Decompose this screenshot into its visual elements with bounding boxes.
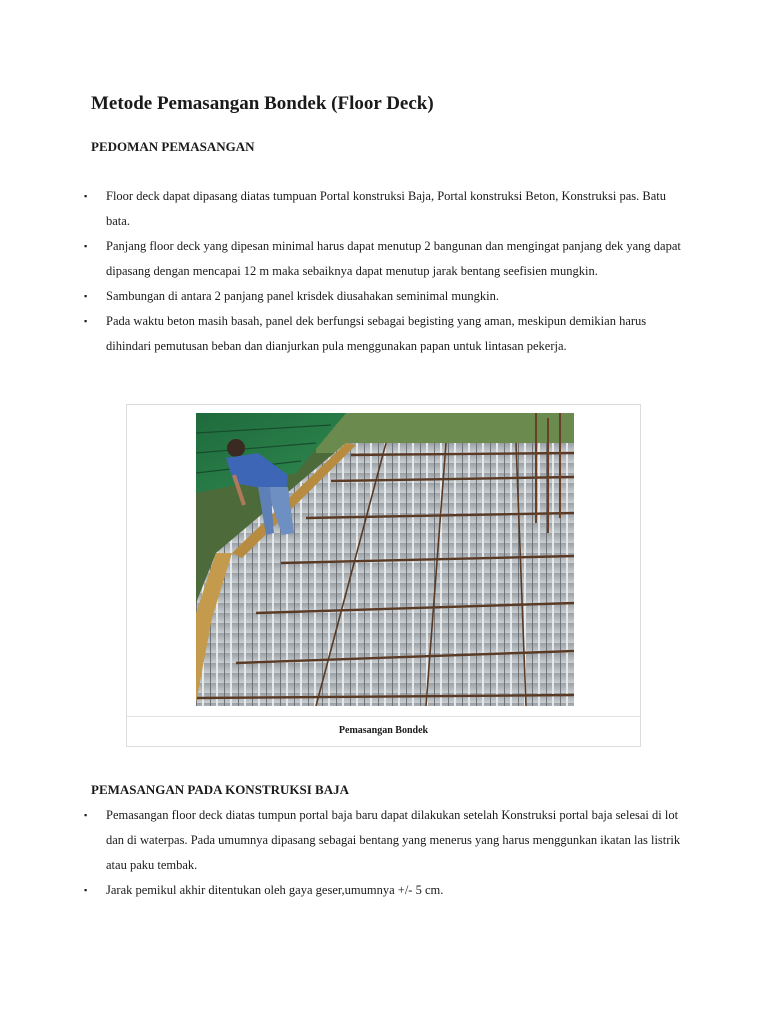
floor-deck-photo	[196, 413, 574, 706]
list-item: ▪ Jarak pemikul akhir ditentukan oleh gaya geser,umumnya +/- 5 cm.	[0, 878, 768, 903]
bullet-icon: ▪	[84, 191, 88, 201]
caption-divider	[127, 716, 640, 717]
figure-box	[126, 404, 641, 747]
bullet-icon: ▪	[84, 810, 88, 820]
bullet-list-pedoman	[0, 184, 768, 359]
list-item: ▪ Panjang floor deck yang dipesan minimal harus dapat menutup 2 bangunan dan mengingat panjang dek yang dapat dipasang dengan mencapai 12 m maka sebaiknya dapat menutup jarak bentang seefisien mungkin.	[0, 234, 768, 284]
bullet-list-konstruksi-baja	[0, 803, 768, 903]
figure-caption: Pemasangan Bondek	[338, 725, 429, 736]
bullet-icon: ▪	[84, 885, 88, 895]
list-item: ▪ Pemasangan floor deck diatas tumpun portal baja baru dapat dilakukan setelah Konstruksi portal baja selesai di lot dan di waterpas. Pada umumnya dipasang sebagai bentang yang menerus yang harus menggunkan ikatan las listrik atau paku tembak.	[0, 803, 768, 878]
bullet-icon: ▪	[84, 291, 88, 301]
bullet-icon: ▪	[84, 241, 88, 251]
section-heading-konstruksi-baja: PEMASANGAN PADA KONSTRUKSI BAJA	[91, 782, 349, 797]
list-item: ▪ Sambungan di antara 2 panjang panel krisdek diusahakan seminimal mungkin.	[0, 284, 768, 309]
section-heading-pedoman: PEDOMAN PEMASANGAN	[91, 139, 255, 154]
list-item: ▪ Pada waktu beton masih basah, panel dek berfungsi sebagai begisting yang aman, meskipun demikian harus dihindari pemutusan beban dan dianjurkan pula menggunakan papan untuk lintasan pekerja.	[0, 309, 768, 359]
page-title: Metode Pemasangan Bondek (Floor Deck)	[91, 93, 434, 114]
list-item: ▪ Floor deck dapat dipasang diatas tumpuan Portal konstruksi Baja, Portal konstruksi Beton, Konstruksi pas. Batu bata.	[0, 184, 768, 234]
bullet-icon: ▪	[84, 316, 88, 326]
